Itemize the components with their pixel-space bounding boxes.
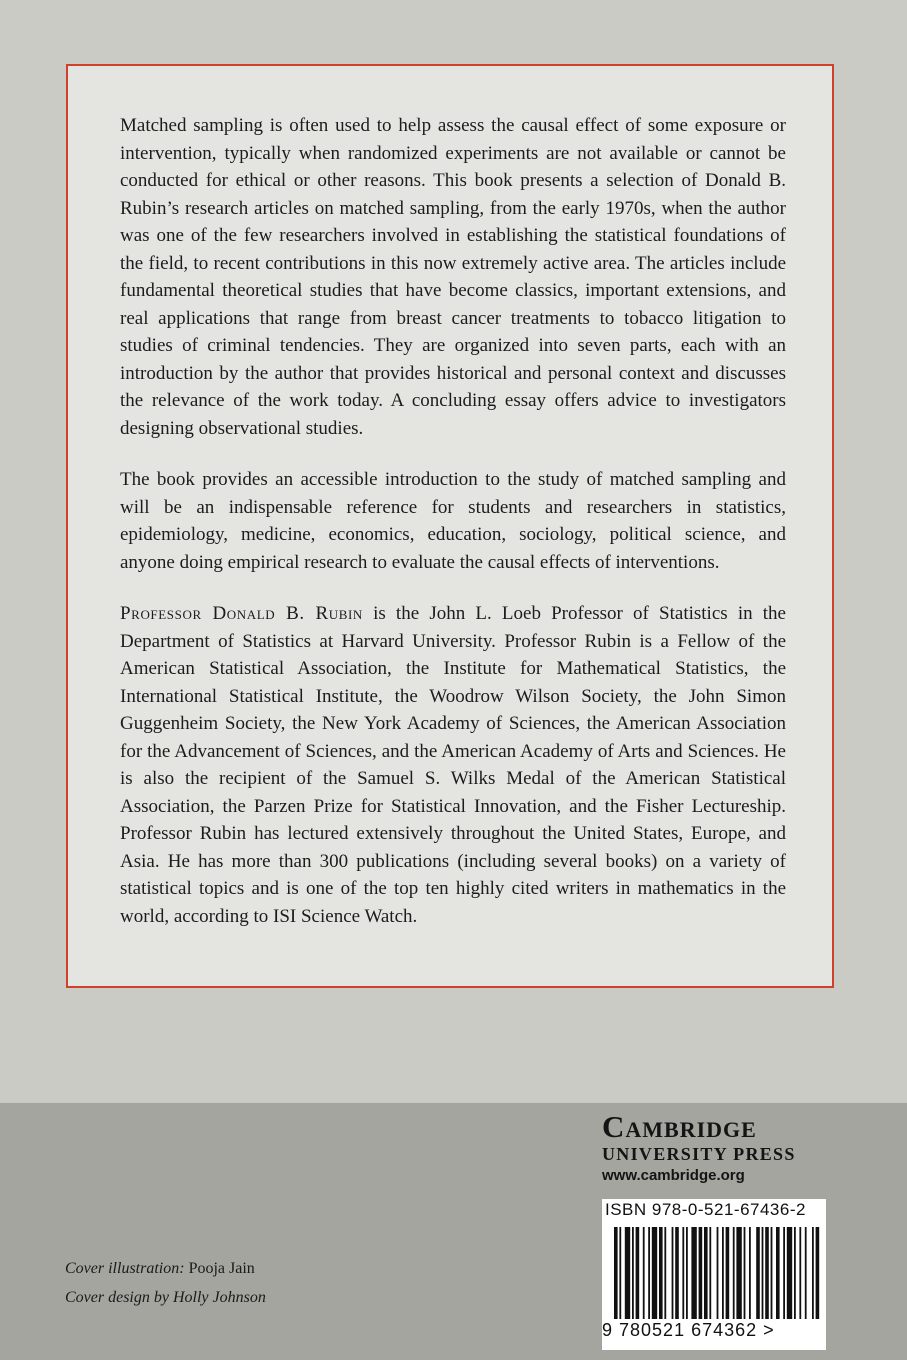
barcode-bar — [704, 1227, 708, 1319]
barcode-bar — [736, 1227, 741, 1319]
barcode-bar — [776, 1227, 780, 1319]
barcode-bar — [771, 1227, 773, 1319]
barcode-bar — [682, 1227, 684, 1319]
barcode-bar — [619, 1227, 621, 1319]
barcode-bar — [648, 1227, 650, 1319]
barcode-bar — [659, 1227, 663, 1319]
illustration-label: Cover illustration: — [65, 1260, 185, 1277]
barcode-bar — [816, 1227, 820, 1319]
barcode-bar — [749, 1227, 751, 1319]
author-bio — [120, 600, 786, 930]
illustration-name: Pooja Jain — [188, 1260, 255, 1277]
publisher-subtitle: UNIVERSITY PRESS — [602, 1144, 796, 1164]
blurb-paragraph-2: The book provides an accessible introduction to the study of matched sampling and will be an indispensable reference for students and researchers in statistics, epidemiology, medicine, economics, education, sociology, political science, and anyone doing empirical research to evaluate the causal effects of interventions. — [120, 469, 786, 573]
barcode-bar — [726, 1227, 730, 1319]
author-name: Professor Donald B. Rubin — [120, 603, 363, 624]
barcode-bar — [709, 1227, 711, 1319]
barcode-bar — [765, 1227, 769, 1319]
barcode-bar — [744, 1227, 746, 1319]
barcode-bar — [614, 1227, 618, 1319]
barcode-bar — [783, 1227, 785, 1319]
barcode-bar — [643, 1227, 645, 1319]
barcode-bar — [652, 1227, 657, 1319]
barcode-bar — [762, 1227, 764, 1319]
isbn-barcode-block — [602, 1199, 826, 1350]
barcode-bar — [686, 1227, 688, 1319]
barcode-bar — [787, 1227, 792, 1319]
barcode-bar — [672, 1227, 674, 1319]
barcode-digits: 9 780521 674362 > — [602, 1320, 775, 1340]
barcode-bar — [675, 1227, 679, 1319]
barcode-bar — [794, 1227, 796, 1319]
isbn-label: ISBN 978-0-521-67436-2 — [605, 1200, 806, 1219]
barcode-bar — [717, 1227, 719, 1319]
author-bio-text: is the John L. Loeb Professor of Statistics in the Department of Statistics at Harvard University. Professor Rubin is a Fellow of the American Statistical Association, the Institute for Mathematical Statistics, the International Statistical Institute, the Woodrow Wilson Society, the John Simon Guggenheim Society, the New York Academy of Sciences, the American Association for the Advancement of Sciences, and the American Academy of Arts and Sciences. He is also the recipient of the Samuel S. Wilks Medal of the American Statistical Association, the Parzen Prize for Statistical Innovation, and the Fisher Lectureship. Professor Rubin has lectured extensively throughout the United States, Europe, and Asia. He has more than 300 publications (including several books) on a variety of statistical topics and is one of the top ten highly cited writers in mathematics in the world, according to ISI Science Watch. — [120, 603, 786, 927]
design-credit: Cover design by Holly Johnson — [65, 1289, 266, 1306]
barcode-bar — [625, 1227, 630, 1319]
barcode-bar — [805, 1227, 807, 1319]
barcode-bar — [636, 1227, 640, 1319]
barcode-bar — [722, 1227, 724, 1319]
barcode-bar — [699, 1227, 703, 1319]
barcode-bar — [756, 1227, 760, 1319]
blurb-text — [120, 112, 786, 954]
publisher-logo — [602, 1111, 832, 1187]
barcode-bar — [664, 1227, 666, 1319]
blurb-paragraph-1: Matched sampling is often used to help assess the causal effect of some exposure or intervention, typically when randomized experiments are not available or cannot be conducted for ethical or other reasons. This book presents a selection of Donald B. Rubin’s research articles on matched sampling, from the early 1970s, when the author was one of the few researchers involved in establishing the statistical foundations of the field, to recent contributions in this now extremely active area. The articles include fundamental theoretical studies that have become classics, important extensions, and real applications that range from breast cancer treatments to tobacco litigation to studies of criminal tendencies. They are organized into seven parts, each with an introduction by the author that provides historical and personal context and discusses the relevance of the work today. A concluding essay offers advice to investigators designing observational studies. — [120, 115, 786, 439]
publisher-url: www.cambridge.org — [602, 1167, 745, 1184]
barcode-bar — [691, 1227, 696, 1319]
barcode-bar — [799, 1227, 801, 1319]
barcode-bar — [733, 1227, 735, 1319]
illustration-credit — [65, 1254, 266, 1283]
barcode-bar — [632, 1227, 634, 1319]
barcode-image — [602, 1225, 826, 1321]
barcode-bar — [812, 1227, 814, 1319]
publisher-name: Cambridge — [602, 1109, 757, 1144]
cover-credits — [65, 1254, 266, 1312]
blurb-panel — [66, 64, 834, 988]
